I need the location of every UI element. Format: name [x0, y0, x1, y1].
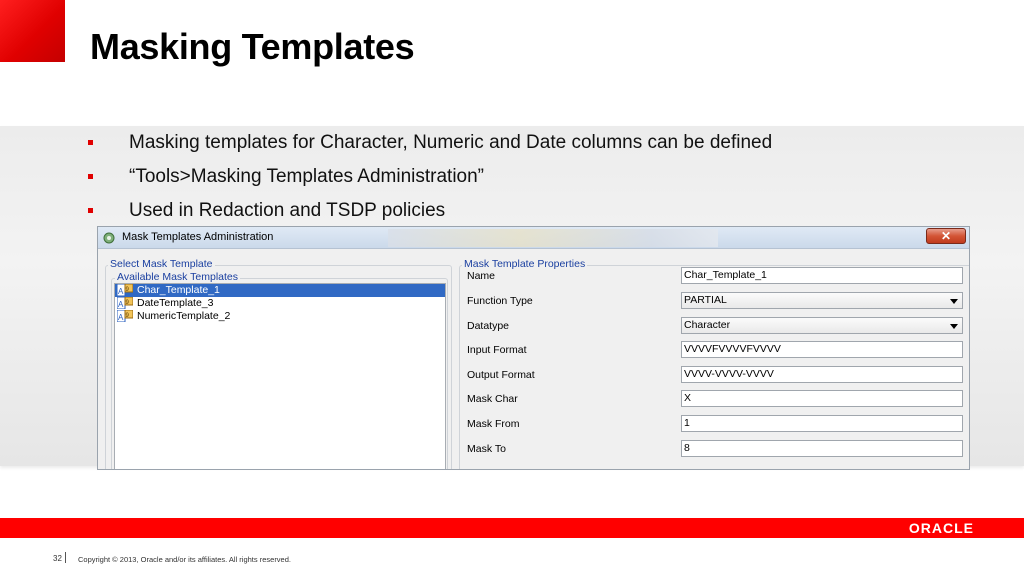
function-type-select[interactable]: PARTIAL — [681, 292, 963, 309]
input-format-field[interactable]: VVVVFVVVVFVVVV — [681, 341, 963, 358]
mask-to-label: Mask To — [467, 443, 506, 455]
template-item-date[interactable]: A 9 DateTemplate_3 — [118, 297, 214, 309]
mask-from-field[interactable]: 1 — [681, 415, 963, 432]
datatype-label: Datatype — [467, 320, 510, 332]
svg-text:9: 9 — [125, 287, 129, 293]
name-label: Name — [467, 270, 496, 282]
bullet-item: Used in Redaction and TSDP policies — [88, 199, 772, 233]
select-template-label: Select Mask Template — [110, 258, 213, 270]
available-templates-label: Available Mask Templates — [117, 271, 239, 283]
bullet-list — [88, 131, 772, 233]
bullet-item: “Tools>Masking Templates Administration” — [88, 165, 772, 199]
dialog-titlebar[interactable] — [98, 227, 969, 249]
bullet-item: Masking templates for Character, Numeric and Date columns can be defined — [88, 131, 772, 165]
background-window-strip — [388, 229, 718, 247]
bullet-marker — [88, 140, 93, 145]
dialog-title: Mask Templates Administration — [122, 231, 274, 243]
mask-char-field[interactable]: X — [681, 390, 963, 407]
name-field[interactable]: Char_Template_1 — [681, 267, 963, 284]
mask-from-label: Mask From — [467, 418, 520, 430]
template-properties-label: Mask Template Properties — [464, 258, 586, 270]
slide-title: Masking Templates — [90, 26, 415, 67]
bullet-marker — [88, 208, 93, 213]
output-format-field[interactable]: VVVV-VVVV-VVVV — [681, 366, 963, 383]
bullet-marker — [88, 174, 93, 179]
svg-text:A: A — [118, 300, 124, 309]
input-format-label: Input Format — [467, 344, 527, 356]
chevron-down-icon[interactable] — [950, 324, 958, 329]
footer-red-bar — [0, 518, 1024, 538]
page-number: 32 — [53, 554, 62, 563]
template-type-icon — [117, 310, 133, 322]
svg-text:A: A — [118, 287, 124, 296]
svg-text:A: A — [118, 313, 124, 322]
template-item-char[interactable]: A 9 Char_Template_1 — [115, 284, 445, 297]
close-button[interactable]: ✕ — [926, 228, 966, 244]
app-gear-icon — [102, 231, 116, 245]
datatype-select[interactable]: Character — [681, 317, 963, 334]
function-type-label: Function Type — [467, 295, 533, 307]
svg-text:9: 9 — [125, 313, 129, 319]
output-format-label: Output Format — [467, 369, 535, 381]
template-item-numeric[interactable]: A 9 NumericTemplate_2 — [118, 310, 231, 322]
mask-templates-dialog — [97, 226, 970, 470]
chevron-down-icon[interactable] — [950, 299, 958, 304]
footer-divider — [65, 552, 66, 563]
copyright-text: Copyright © 2013, Oracle and/or its affiliates. All rights reserved. — [78, 555, 291, 564]
template-type-icon — [117, 297, 133, 309]
template-type-icon — [117, 284, 133, 296]
mask-char-label: Mask Char — [467, 393, 518, 405]
oracle-logo: ORACLE — [908, 520, 974, 536]
svg-text:9: 9 — [125, 300, 129, 306]
templates-listbox[interactable] — [114, 283, 446, 470]
mask-to-field[interactable]: 8 — [681, 440, 963, 457]
corner-red-square — [0, 0, 65, 62]
